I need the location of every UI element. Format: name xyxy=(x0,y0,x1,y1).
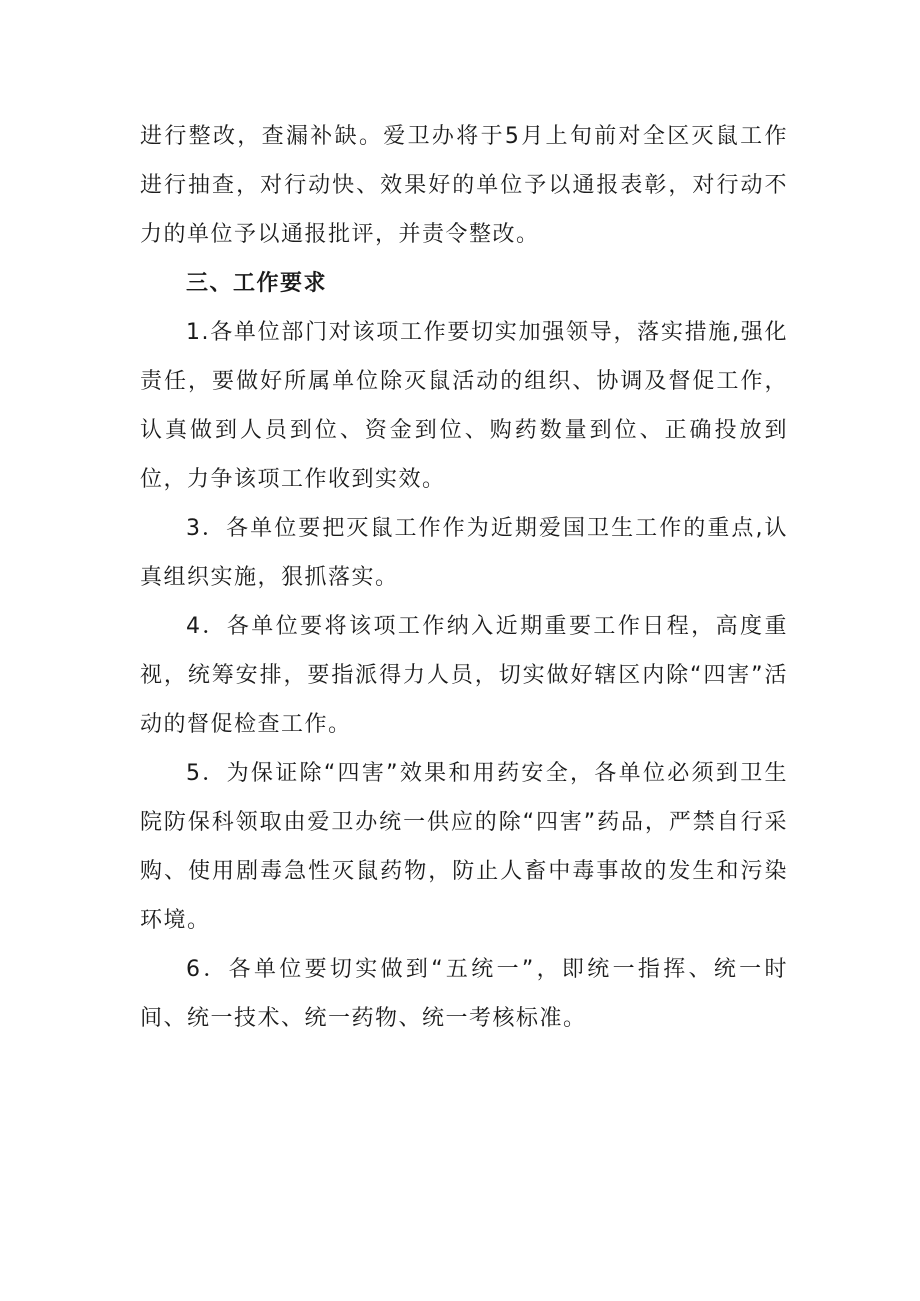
section-heading: 三、工作要求 xyxy=(186,271,328,296)
requirement-item-5: 5．为保证除“四害”效果和用药安全，各单位必须到卫生院防保科领取由爱卫办统一供应的除“四害”药品，严禁自行采购、使用剧毒急性灭鼠药物，防止人畜中毒事故的发生和污染环境。 xyxy=(140,761,788,933)
requirement-item-1: 1.各单位部门对该项工作要切实加强领导，落实措施,强化责任，要做好所属单位除灭鼠活动的组织、协调及督促工作，认真做到人员到位、资金到位、购药数量到位、正确投放到位，力争该项工作收到实效。 xyxy=(140,320,788,492)
document-body xyxy=(140,112,788,1043)
requirement-item-6: 6．各单位要切实做到“五统一”，即统一指挥、统一时间、统一技术、统一药物、统一考核标准。 xyxy=(140,957,788,1031)
paragraph-continuation: 进行整改，查漏补缺。爱卫办将于5月上旬前对全区灭鼠工作进行抽查，对行动快、效果好的单位予以通报表彰，对行动不力的单位予以通报批评，并责令整改。 xyxy=(140,124,788,247)
requirement-item-4: 4．各单位要将该项工作纳入近期重要工作日程，高度重视，统筹安排，要指派得力人员，切实做好辖区内除“四害”活动的督促检查工作。 xyxy=(140,614,788,737)
requirement-item-3: 3．各单位要把灭鼠工作作为近期爱国卫生工作的重点,认真组织实施，狠抓落实。 xyxy=(140,516,788,590)
